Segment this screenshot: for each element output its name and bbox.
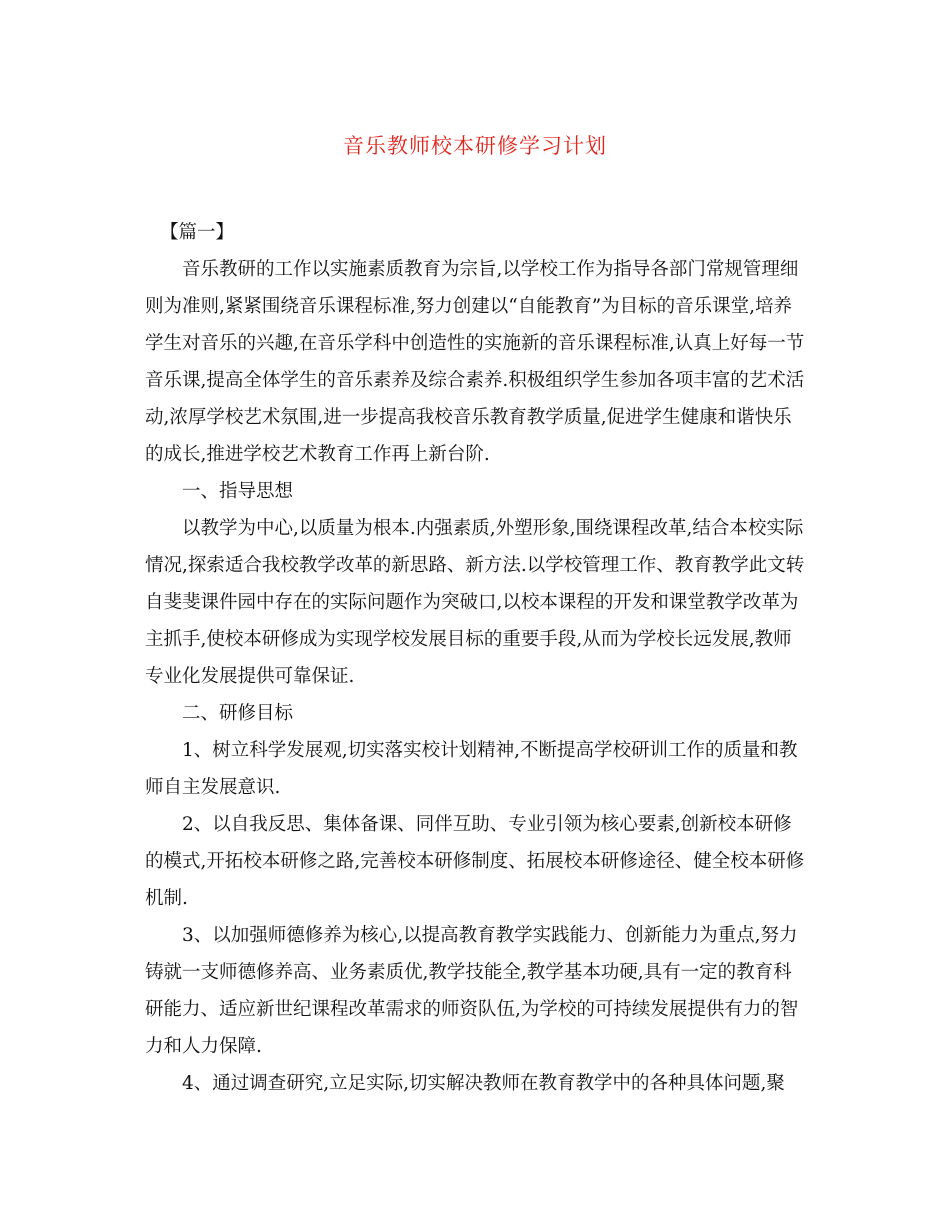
section-marker: 【篇一】 — [160, 222, 235, 243]
heading-guiding-thought: 一、指导思想 — [182, 481, 294, 502]
intro-paragraph: 音乐教研的工作以实施素质教育为宗旨,以学校工作为指导各部门常规管理细则为准则,紧紧围绕音乐课程标准,努力创建以“自能教育”为目标的音乐课堂,培养学生对音乐的兴趣,在音乐学科中创造性的实施新的音乐课程标准,认真上好每一节音乐课,提高全体学生的音乐素养及综合素养.积极组织学生参加各项丰富的艺术活动,浓厚学校艺术氛围,进一步提高我校音乐教育教学质量,促进学生健康和谐快乐的成长,推进学校艺术教育工作再上新台阶. — [145, 259, 805, 465]
goal-item-1: 1、树立科学发展观,切实落实校计划精神,不断提高学校研训工作的质量和教师自主发展意识. — [145, 740, 798, 798]
heading-research-goals: 二、研修目标 — [182, 703, 294, 724]
document-title: 音乐教师校本研修学习计划 — [343, 134, 607, 158]
guiding-thought-paragraph: 以教学为中心,以质量为根本.内强素质,外塑形象,围绕课程改革,结合本校实际情况,探索适合我校教学改革的新思路、新方法.以学校管理工作、教育教学此文转自斐斐课件园中存在的实际问题作为突破口,以校本课程的开发和课堂教学改革为主抓手,使校本研修成为实现学校发展目标的重要手段,从而为学校长远发展,教师专业化发展提供可靠保证. — [145, 518, 805, 687]
goal-item-4: 4、通过调查研究,立足实际,切实解决教师在教育教学中的各种具体问题,聚 — [182, 1073, 785, 1094]
goal-item-3: 3、以加强师德修养为核心,以提高教育教学实践能力、创新能力为重点,努力铸就一支师德修养高、业务素质优,教学技能全,教学基本功硬,具有一定的教育科研能力、适应新世纪课程改革需求的师资队伍,为学校的可持续发展提供有力的智力和人力保障. — [145, 925, 799, 1057]
goal-item-2: 2、以自我反思、集体备课、同伴互助、专业引领为核心要素,创新校本研修的模式,开拓校本研修之路,完善校本研修制度、拓展校本研修途径、健全校本研修机制. — [145, 814, 805, 909]
document-body — [145, 214, 805, 1102]
